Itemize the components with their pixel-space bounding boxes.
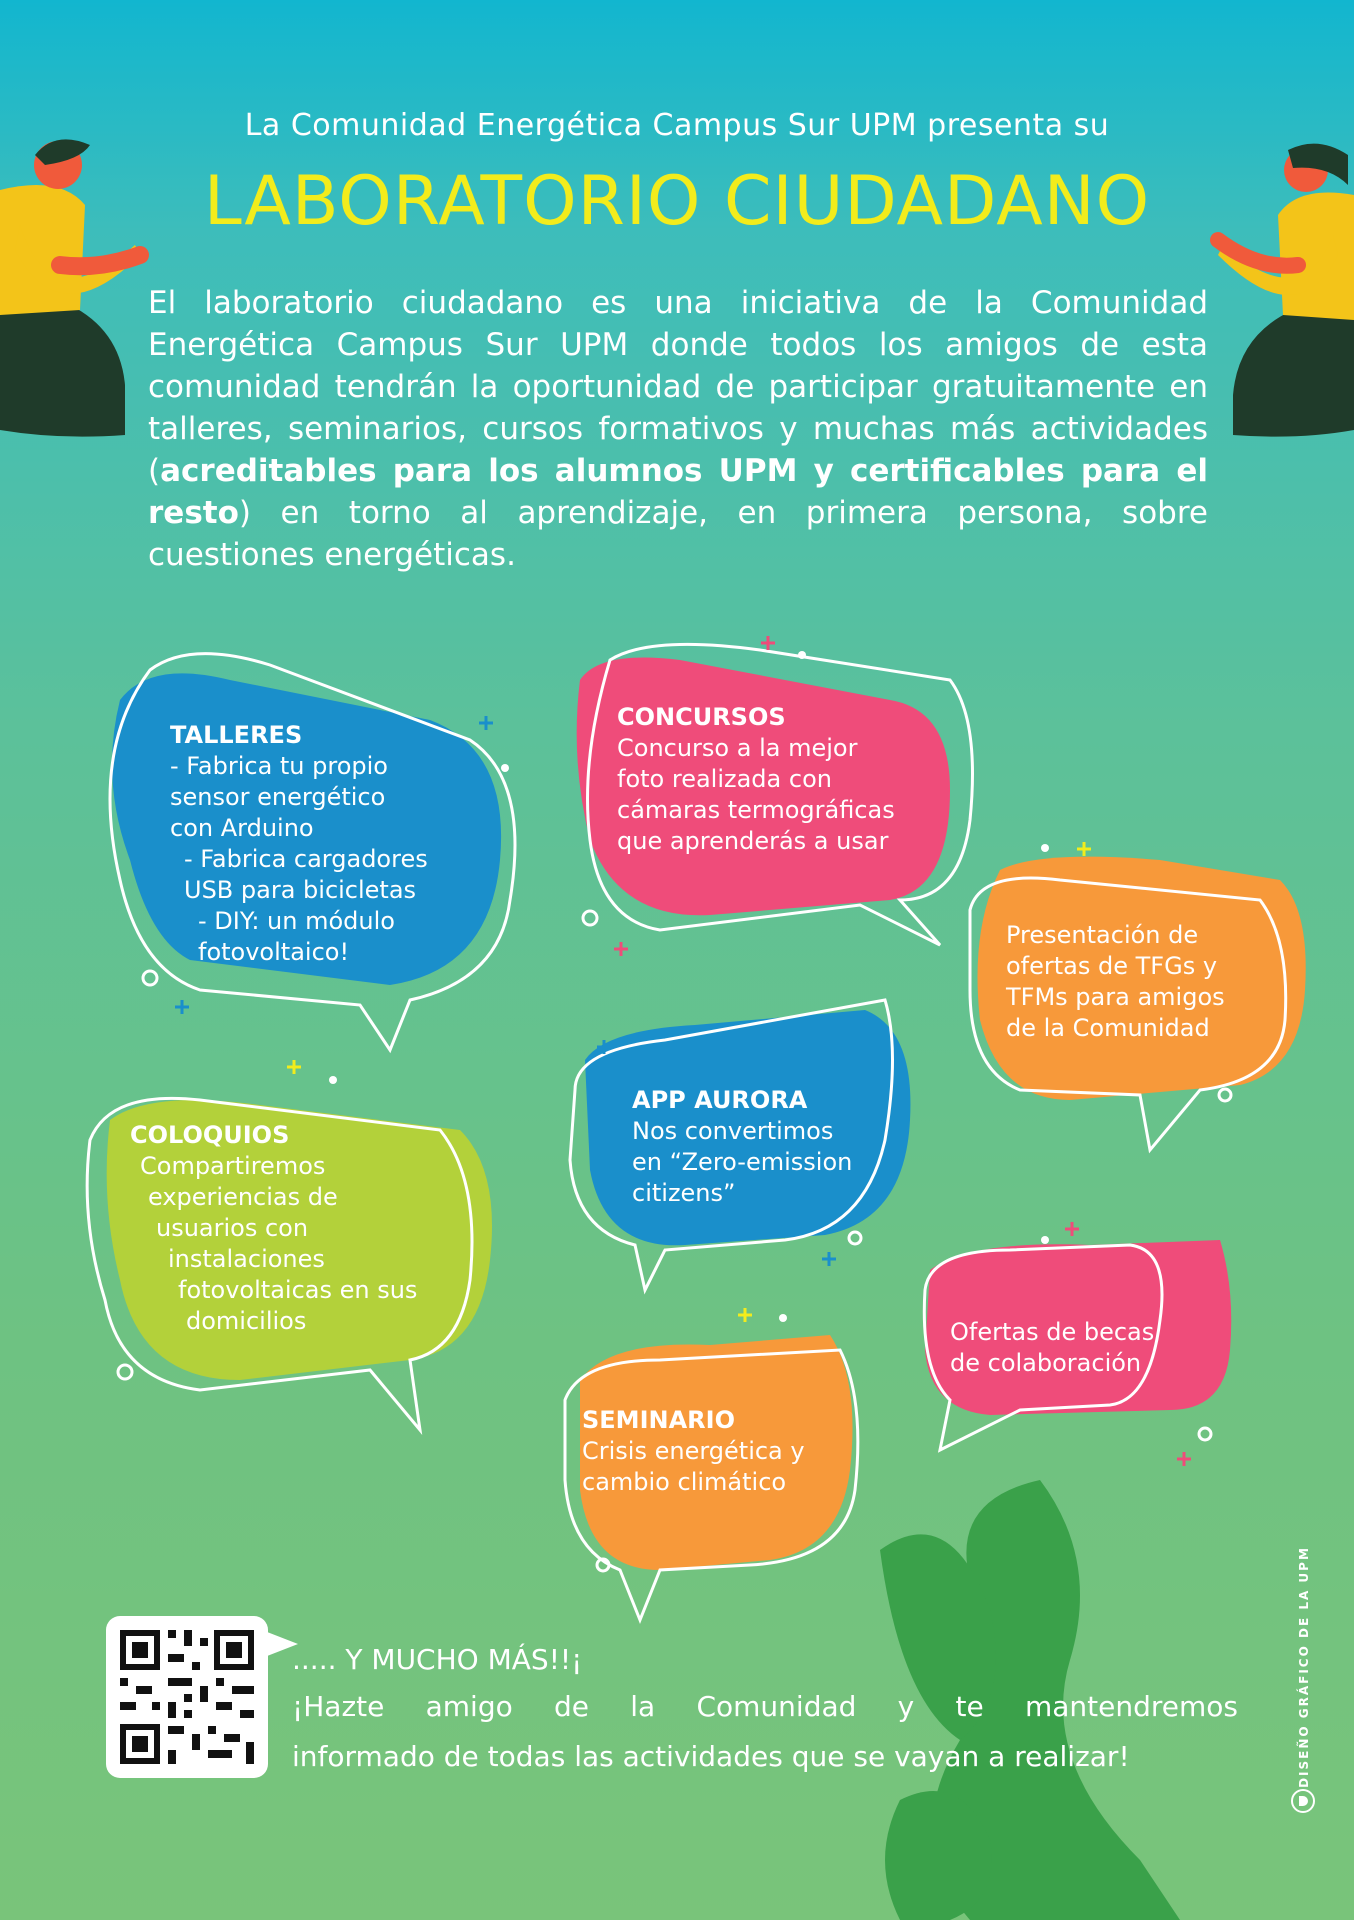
talleres-line: con Arduino bbox=[170, 814, 314, 842]
credit-text: DISEÑO GRÁFICO DE LA UPM bbox=[1297, 1546, 1311, 1788]
footer-line-2: informado de todas las actividades que se vayan a realizar! bbox=[292, 1740, 1130, 1773]
coloquios-line: experiencias de bbox=[148, 1183, 338, 1211]
tfg-line: Presentación de bbox=[1006, 921, 1199, 949]
person-left-illustration bbox=[0, 130, 150, 440]
tfg-line: ofertas de TFGs y bbox=[1006, 952, 1218, 980]
aurora-heading: APP AURORA bbox=[632, 1086, 808, 1114]
aurora-line: citizens” bbox=[632, 1179, 736, 1207]
person-right-illustration bbox=[1198, 140, 1354, 440]
footer-line-1: ¡Hazte amigo de la Comunidad y te mantendremos bbox=[292, 1690, 1238, 1723]
talleres-line: - Fabrica tu propio bbox=[170, 752, 388, 780]
talleres-line: - DIY: un módulo bbox=[198, 907, 395, 935]
coloquios-line: Compartiremos bbox=[140, 1152, 326, 1180]
seminario-heading: SEMINARIO bbox=[582, 1406, 735, 1434]
seminario-line: cambio climático bbox=[582, 1468, 787, 1496]
talleres-line: - Fabrica cargadores bbox=[184, 845, 428, 873]
talleres-text bbox=[170, 720, 428, 968]
concursos-line: foto realizada con bbox=[617, 765, 832, 793]
talleres-line: USB para bicicletas bbox=[184, 876, 417, 904]
tfg-line: de la Comunidad bbox=[1006, 1014, 1210, 1042]
becas-line: Ofertas de becas bbox=[950, 1318, 1155, 1346]
aurora-line: en “Zero-emission bbox=[632, 1148, 853, 1176]
footer-more: ..... Y MUCHO MÁS!!¡ bbox=[292, 1643, 583, 1676]
talleres-line: fotovoltaico! bbox=[198, 938, 350, 966]
qr-code-icon bbox=[106, 1616, 268, 1778]
page-title: LABORATORIO CIUDADANO bbox=[203, 162, 1151, 241]
coloquios-text bbox=[130, 1120, 417, 1337]
design-credit bbox=[1284, 1546, 1324, 1820]
description bbox=[148, 282, 1208, 576]
qr-code[interactable] bbox=[106, 1616, 268, 1778]
concursos-text bbox=[617, 702, 895, 857]
becas-text bbox=[950, 1317, 1154, 1379]
concursos-heading: CONCURSOS bbox=[617, 703, 786, 731]
seminario-text bbox=[582, 1405, 805, 1498]
description-part1: El laboratorio ciudadano es una iniciativa de la Comunidad Energética Campus Sur UPM donde todos los amigos de esta comunidad tendrán la oportunidad de participar gratuitamente en talleres, seminarios, cursos formativos y muchas más actividades ( bbox=[148, 285, 1208, 489]
coloquios-line: instalaciones bbox=[168, 1245, 325, 1273]
becas-line: de colaboración bbox=[950, 1349, 1142, 1377]
tfg-text bbox=[1006, 920, 1225, 1044]
concursos-line: cámaras termográficas bbox=[617, 796, 895, 824]
concursos-line: que aprenderás a usar bbox=[617, 827, 889, 855]
seminario-line: Crisis energética y bbox=[582, 1437, 805, 1465]
coloquios-line: usuarios con bbox=[156, 1214, 309, 1242]
concursos-line: Concurso a la mejor bbox=[617, 734, 858, 762]
aurora-text bbox=[632, 1085, 852, 1209]
description-bold: acreditables para los alumnos UPM y certificables para el resto bbox=[148, 453, 1208, 531]
talleres-heading: TALLERES bbox=[170, 721, 303, 749]
coloquios-line: fotovoltaicas en sus bbox=[178, 1276, 418, 1304]
credit-logo-icon bbox=[1290, 1788, 1316, 1814]
talleres-line: sensor energético bbox=[170, 783, 386, 811]
coloquios-heading: COLOQUIOS bbox=[130, 1121, 290, 1149]
intro-text: La Comunidad Energética Campus Sur UPM presenta su bbox=[244, 108, 1110, 143]
description-part2: ) en torno al aprendizaje, en primera persona, sobre cuestiones energéticas. bbox=[148, 495, 1208, 573]
coloquios-line: domicilios bbox=[186, 1307, 307, 1335]
tfg-line: TFMs para amigos bbox=[1006, 983, 1225, 1011]
aurora-line: Nos convertimos bbox=[632, 1117, 834, 1145]
leaf-decoration bbox=[840, 1440, 1300, 1920]
